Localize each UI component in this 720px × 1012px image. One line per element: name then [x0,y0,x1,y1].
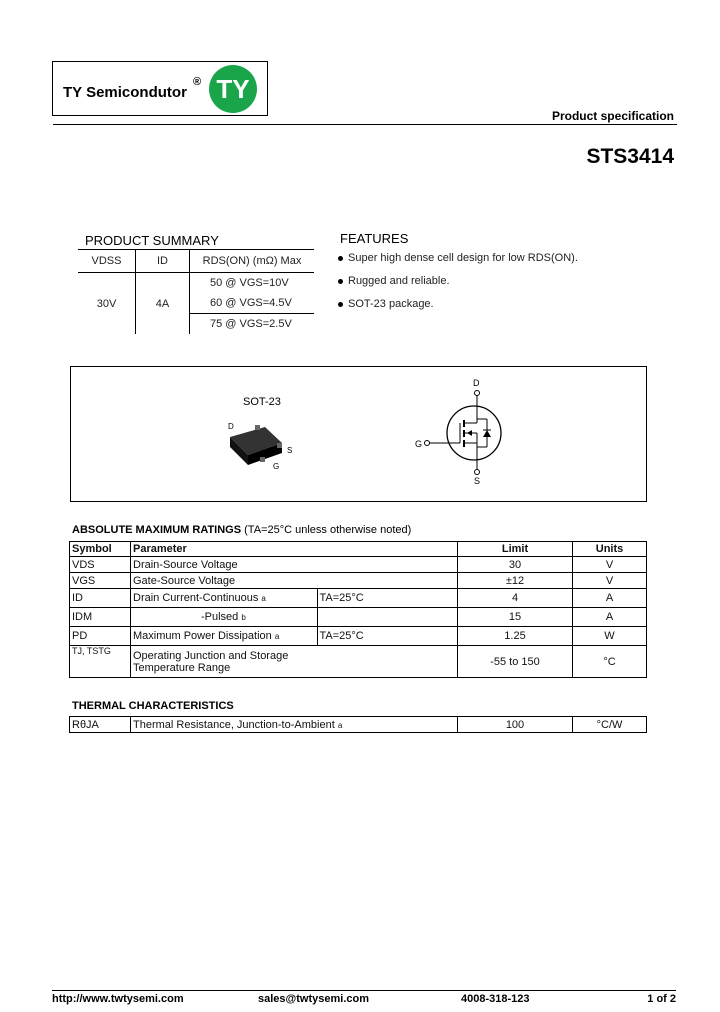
ps-id-value: 4A [136,273,190,335]
thermal-table [69,716,647,733]
table-row: IDM -Pulsed b 15 A [70,608,647,627]
bullet-icon [338,279,343,284]
footer-divider [52,990,676,991]
ps-header-rds: RDS(ON) (mΩ) Max [190,250,315,273]
thermal-title: THERMAL CHARACTERISTICS [72,700,234,712]
source-label: S [474,476,481,486]
spec-label: Product specification [551,109,674,123]
feature-item: Rugged and reliable. [338,273,578,296]
col-symbol: Symbol [70,542,131,557]
registered-mark: ® [193,76,202,88]
feature-item: Super high dense cell design for low RDS(ON). [338,250,578,273]
col-limit: Limit [458,542,573,557]
mosfet-symbol-icon [410,375,520,490]
bullet-icon [338,302,343,307]
ps-header-id: ID [136,250,190,273]
col-units: Units [573,542,647,557]
sot23-package-icon [220,415,300,475]
table-row: RθJA Thermal Resistance, Junction-to-Ambient a 100 °C/W [70,717,647,733]
ps-rds-value: 50 @ VGS=10V [210,277,289,289]
bullet-icon [338,256,343,261]
abs-max-title: ABSOLUTE MAXIMUM RATINGS (TA=25°C unless otherwise noted) [72,524,412,536]
ps-rds-value: 75 @ VGS=2.5V [190,314,315,335]
pin-g-label: G [273,462,280,471]
table-row: TJ, TSTG Operating Junction and Storage Temperature Range -55 to 150 °C [70,646,647,678]
package-label: SOT-23 [243,396,281,408]
ps-vdss-value: 30V [78,273,136,335]
page-number: 1 of 2 [647,993,676,1005]
table-row: ID Drain Current-Continuous a TA=25°C 4 A [70,589,647,608]
product-summary-title: PRODUCT SUMMARY [85,233,219,248]
table-row: VGS Gate-Source Voltage ±12 V [70,573,647,589]
ps-header-vdss: VDSS [78,250,136,273]
footer-website-link[interactable]: http://www.twtysemi.com [52,993,184,1005]
table-row: VDS Drain-Source Voltage 30 V [70,557,647,573]
table-row: PD Maximum Power Dissipation a TA=25°C 1.25 W [70,627,647,646]
company-name: TY Semicondutor [63,84,187,101]
abs-max-table [69,541,647,678]
gate-label: G [415,439,423,449]
drain-label: D [473,378,480,388]
product-summary-table [78,249,314,334]
part-number: STS3414 [586,145,674,168]
logo-icon: TY [209,65,257,113]
footer-phone: 4008-318-123 [461,993,530,1005]
feature-item: SOT-23 package. [338,296,578,319]
package-diagram-box [70,366,647,502]
features-list [338,250,578,319]
ps-rds-value: 60 @ VGS=4.5V [210,297,292,309]
pin-d-label: D [228,422,234,431]
col-parameter: Parameter [131,542,318,557]
header-divider [53,124,677,125]
footer-email-link[interactable]: sales@twtysemi.com [258,993,369,1005]
abs-max-condition: (TA=25°C unless otherwise noted) [244,524,412,536]
pin-s-label: S [287,446,293,455]
features-title: FEATURES [340,231,409,246]
